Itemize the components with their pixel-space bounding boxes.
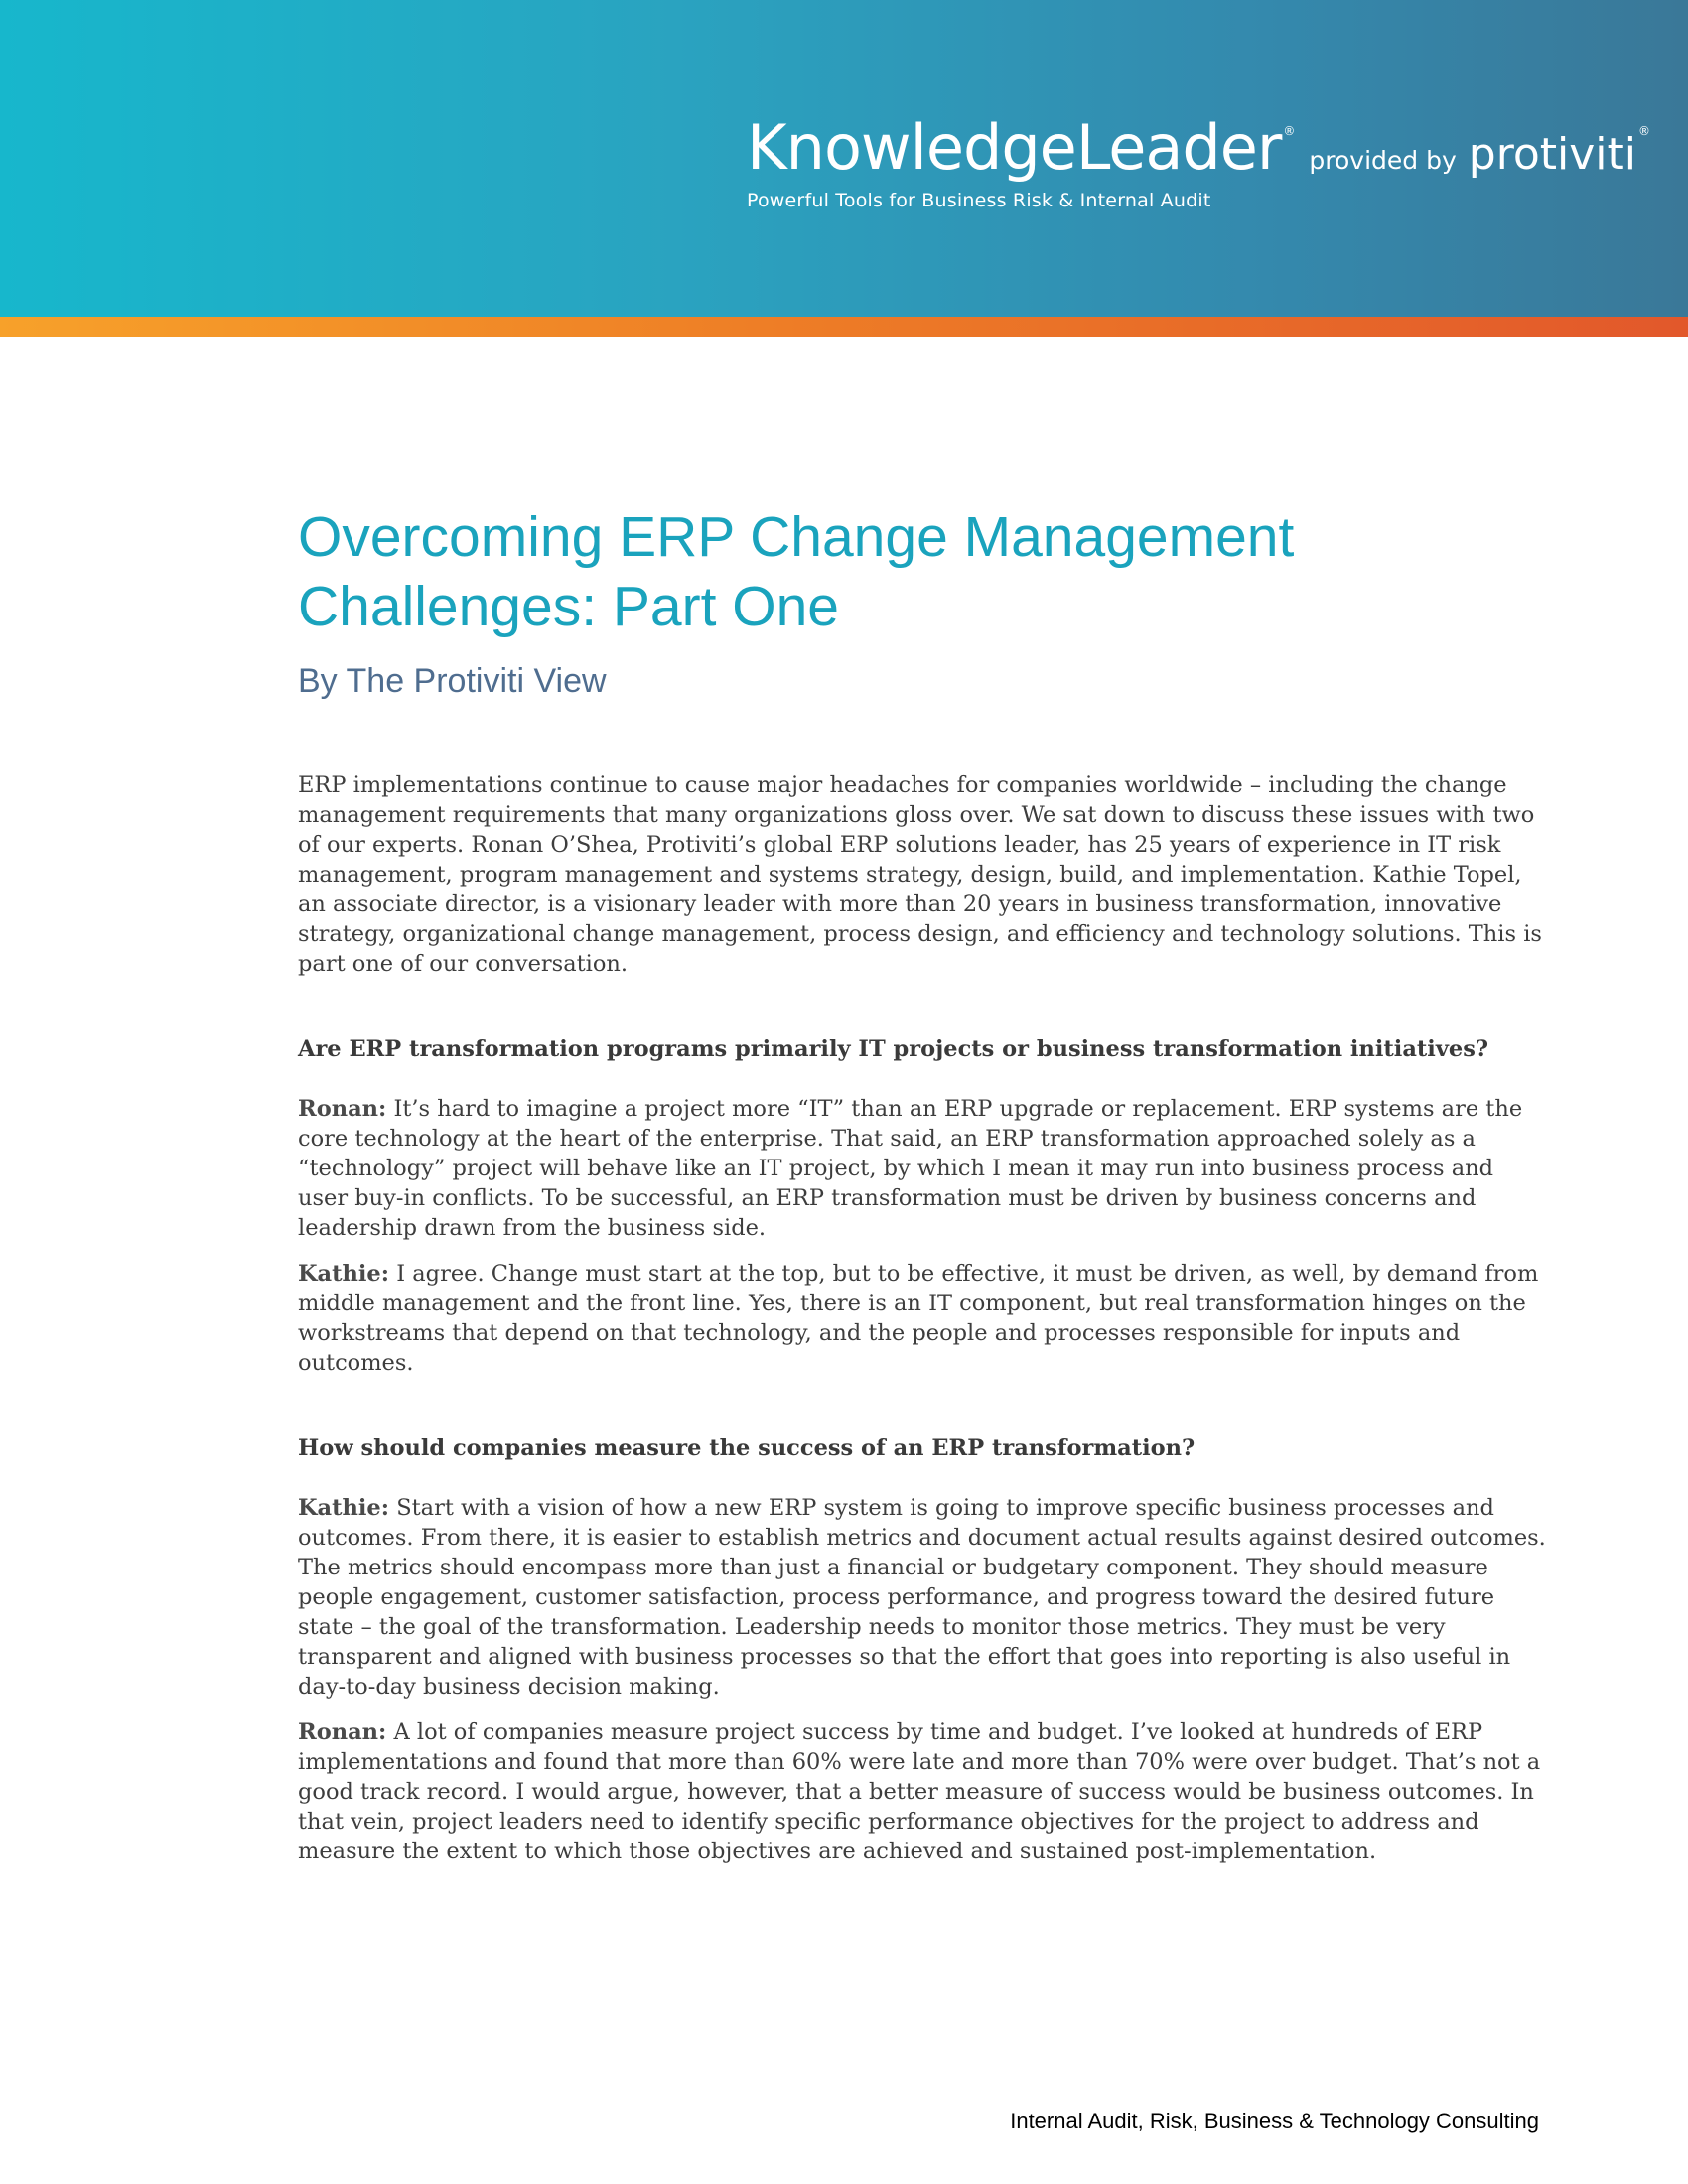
answer-paragraph [298, 1259, 1549, 1378]
document-body [298, 770, 1549, 1882]
answer-text: It’s hard to imagine a project more “IT” than an ERP upgrade or replacement. ERP systems are the core technology at the heart of the enterprise. That said, an ERP transformation approached solely as a “technology” project will behave like an IT project, by which I mean it may run into business process and user buy-in conflicts. To be successful, an ERP transformation must be driven by business concerns and leadership drawn from the business side. [298, 1096, 1523, 1241]
answer-paragraph [298, 1493, 1549, 1702]
logo-registered-mark: ® [1283, 124, 1296, 138]
logo-brand: KnowledgeLeader [747, 111, 1282, 184]
speaker-name: Ronan: [298, 1719, 387, 1745]
document-title: Overcoming ERP Change Management Challenges: Part One [298, 505, 1295, 638]
logo-wordmark [747, 111, 1650, 184]
logo-tagline: Powerful Tools for Business Risk & Internal Audit [747, 190, 1211, 211]
answer-text: Start with a vision of how a new ERP system is going to improve specific business processes and outcomes. From there, it is easier to establish metrics and document actual results against desired outcomes. The metrics should encompass more than just a financial or budgetary component. They should measure people engagement, customer satisfaction, process performance, and progress toward the desired future state – the goal of the transformation. Leadership needs to monitor those metrics. They must be very transparent and aligned with business processes so that the effort that goes into reporting is also useful in day-to-day business decision making. [298, 1495, 1546, 1700]
logo-company: protiviti [1468, 129, 1636, 180]
answer-text: A lot of companies measure project success by time and budget. I’ve looked at hundreds of ERP implementations and found that more than 60% were late and more than 70% were over budget. That’s not a good track record. I would argue, however, that a better measure of success would be business outcomes. In that vein, project leaders need to identify specific performance objectives for the project to address and measure the extent to which those objectives are achieved and sustained post-implementation. [298, 1719, 1541, 1864]
speaker-name: Kathie: [298, 1261, 390, 1287]
section-question: Are ERP transformation programs primarily IT projects or business transformation initiatives? [298, 1036, 1489, 1062]
speaker-name: Ronan: [298, 1096, 387, 1122]
logo-company-mark: ® [1637, 124, 1650, 138]
answer-text: I agree. Change must start at the top, but to be effective, it must be driven, as well, by demand from middle management and the front line. Yes, there is an IT component, but real transformation hinges on the workstreams that depend on that technology, and the people and processes responsible for inputs and outcomes. [298, 1261, 1539, 1376]
intro-paragraph: ERP implementations continue to cause major headaches for companies worldwide – including the change management requirements that many organizations gloss over. We sat down to discuss these issues with two of our experts. Ronan O’Shea, Protiviti’s global ERP solutions leader, has 25 years of experience in IT risk management, program management and systems strategy, design, build, and implementation. Kathie Topel, an associate director, is a visionary leader with more than 20 years in business transformation, innovative strategy, organizational change management, process design, and efficiency and technology solutions. This is part one of our conversation. [298, 772, 1542, 977]
answer-paragraph [298, 1094, 1549, 1243]
logo-provided-by: provided by [1309, 146, 1457, 175]
section-question: How should companies measure the success of an ERP transformation? [298, 1435, 1196, 1461]
knowledgeleader-logo [747, 111, 1650, 211]
document-byline: By The Protiviti View [298, 662, 607, 700]
page-footer: Internal Audit, Risk, Business & Technology Consulting [1010, 2109, 1539, 2133]
speaker-name: Kathie: [298, 1495, 390, 1521]
header-accent-stripe [0, 317, 1688, 337]
answer-paragraph [298, 1717, 1549, 1866]
